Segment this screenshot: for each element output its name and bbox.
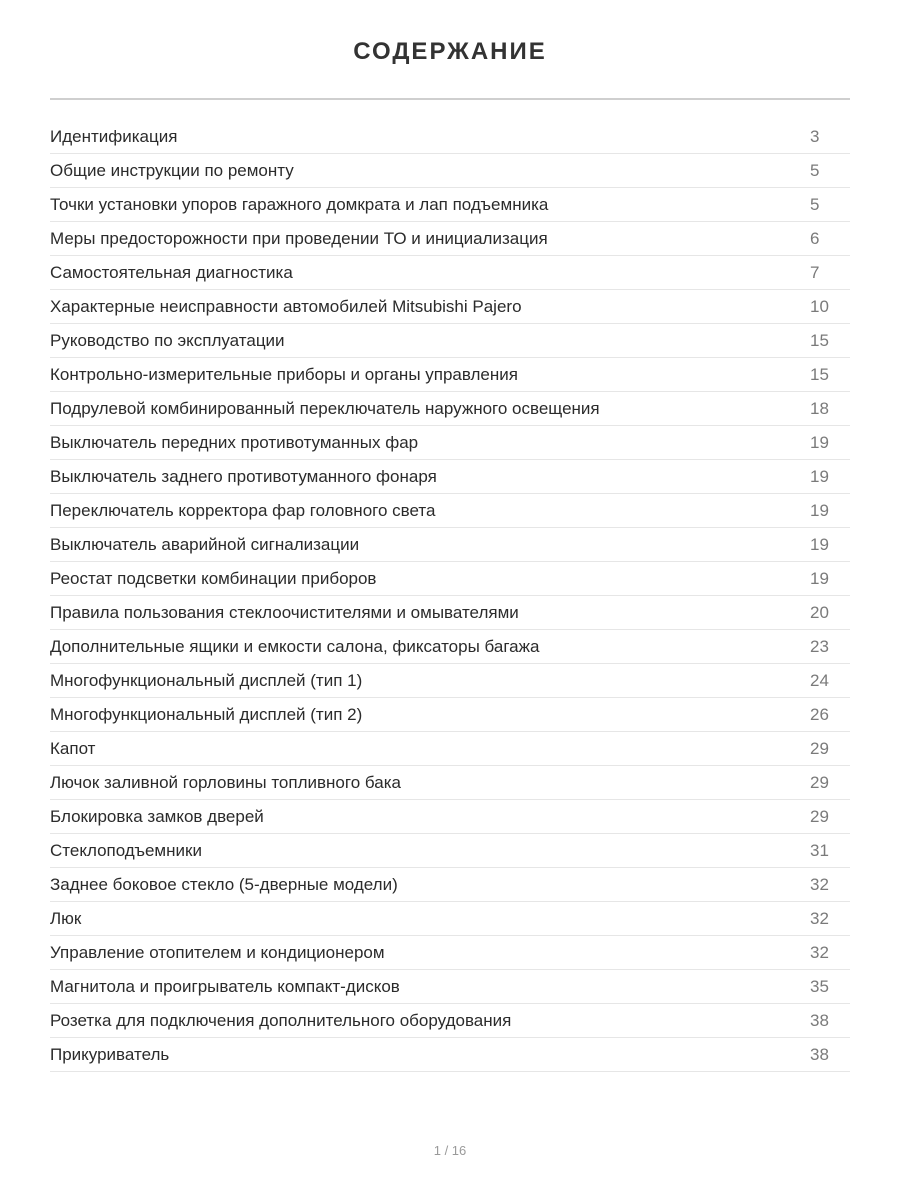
- toc-entry-title: Точки установки упоров гаражного домкрата и лап подъемника: [50, 194, 549, 214]
- page-title: СОДЕРЖАНИЕ: [353, 38, 547, 65]
- toc-entry-page: 5: [810, 160, 820, 180]
- toc-row[interactable]: [50, 970, 850, 1004]
- toc-entry-title: Самостоятельная диагностика: [50, 262, 293, 282]
- toc-entry-title: Лючок заливной горловины топливного бака: [50, 772, 401, 792]
- toc-row[interactable]: [50, 868, 850, 902]
- toc-entry-page: 32: [810, 908, 829, 928]
- toc-entry-page: 24: [810, 670, 829, 690]
- toc-entry-title: Реостат подсветки комбинации приборов: [50, 568, 377, 588]
- toc-entry-page: 19: [810, 432, 829, 452]
- toc-entry-title: Общие инструкции по ремонту: [50, 160, 294, 180]
- toc-row[interactable]: [50, 800, 850, 834]
- toc-entry-page: 31: [810, 840, 829, 860]
- toc-entry-title: Выключатель аварийной сигнализации: [50, 534, 360, 554]
- toc-entry-title: Контрольно-измерительные приборы и органы управления: [50, 364, 518, 384]
- toc-entry-title: Выключатель заднего противотуманного фонаря: [50, 466, 437, 486]
- table-of-contents: [50, 120, 850, 1072]
- toc-entry-title: Дополнительные ящики и емкости салона, фиксаторы багажа: [50, 636, 540, 656]
- toc-entry-title: Выключатель передних противотуманных фар: [50, 432, 419, 452]
- toc-row[interactable]: [50, 698, 850, 732]
- toc-entry-page: 29: [810, 772, 829, 792]
- toc-entry-title: Розетка для подключения дополнительного оборудования: [50, 1010, 512, 1030]
- toc-entry-title: Многофункциональный дисплей (тип 1): [50, 670, 363, 690]
- toc-entry-page: 26: [810, 704, 829, 724]
- toc-row[interactable]: [50, 562, 850, 596]
- toc-row[interactable]: [50, 392, 850, 426]
- toc-row[interactable]: [50, 324, 850, 358]
- toc-row[interactable]: [50, 256, 850, 290]
- toc-entry-page: 19: [810, 500, 829, 520]
- toc-row[interactable]: [50, 120, 850, 154]
- toc-entry-title: Заднее боковое стекло (5-дверные модели): [50, 874, 398, 894]
- toc-entry-title: Руководство по эксплуатации: [50, 330, 285, 350]
- toc-entry-page: 23: [810, 636, 829, 656]
- page-counter: 1 / 16: [433, 1143, 467, 1158]
- toc-entry-page: 10: [810, 296, 829, 316]
- toc-entry-page: 19: [810, 568, 829, 588]
- toc-entry-title: Магнитола и проигрыватель компакт-дисков: [50, 976, 400, 996]
- toc-entry-title: Многофункциональный дисплей (тип 2): [50, 704, 363, 724]
- toc-entry-title: Люк: [50, 908, 82, 928]
- toc-entry-page: 5: [810, 194, 820, 214]
- toc-row[interactable]: [50, 834, 850, 868]
- toc-entry-page: 15: [810, 364, 829, 384]
- toc-entry-page: 38: [810, 1044, 829, 1064]
- toc-entry-title: Подрулевой комбинированный переключатель наружного освещения: [50, 398, 600, 418]
- toc-entry-page: 19: [810, 534, 829, 554]
- toc-row[interactable]: [50, 732, 850, 766]
- toc-entry-title: Управление отопителем и кондиционером: [50, 942, 385, 962]
- title-divider: [50, 98, 850, 100]
- toc-entry-page: 32: [810, 874, 829, 894]
- toc-entry-title: Капот: [50, 738, 96, 758]
- toc-row[interactable]: [50, 222, 850, 256]
- toc-row[interactable]: [50, 460, 850, 494]
- toc-row[interactable]: [50, 936, 850, 970]
- toc-entry-page: 35: [810, 976, 829, 996]
- toc-row[interactable]: [50, 494, 850, 528]
- toc-entry-title: Прикуриватель: [50, 1044, 170, 1064]
- toc-entry-page: 6: [810, 228, 820, 248]
- toc-entry-page: 29: [810, 806, 829, 826]
- toc-entry-page: 32: [810, 942, 829, 962]
- toc-entry-title: Стеклоподъемники: [50, 840, 202, 860]
- toc-row[interactable]: [50, 902, 850, 936]
- toc-entry-title: Идентификация: [50, 126, 178, 146]
- toc-row[interactable]: [50, 290, 850, 324]
- toc-entry-page: 7: [810, 262, 820, 282]
- toc-row[interactable]: [50, 630, 850, 664]
- toc-entry-title: Переключатель корректора фар головного света: [50, 500, 436, 520]
- toc-entry-page: 18: [810, 398, 829, 418]
- toc-row[interactable]: [50, 426, 850, 460]
- toc-entry-page: 20: [810, 602, 829, 622]
- toc-entry-page: 15: [810, 330, 829, 350]
- toc-row[interactable]: [50, 188, 850, 222]
- toc-row[interactable]: [50, 154, 850, 188]
- toc-entry-title: Блокировка замков дверей: [50, 806, 264, 826]
- toc-entry-page: 19: [810, 466, 829, 486]
- toc-row[interactable]: [50, 1038, 850, 1072]
- toc-entry-page: 29: [810, 738, 829, 758]
- toc-row[interactable]: [50, 358, 850, 392]
- toc-row[interactable]: [50, 1004, 850, 1038]
- toc-entry-title: Характерные неисправности автомобилей Mitsubishi Pajero: [50, 296, 522, 316]
- toc-entry-title: Правила пользования стеклоочистителями и омывателями: [50, 602, 519, 622]
- toc-row[interactable]: [50, 664, 850, 698]
- toc-row[interactable]: [50, 596, 850, 630]
- toc-entry-page: 38: [810, 1010, 829, 1030]
- toc-entry-page: 3: [810, 126, 820, 146]
- toc-row[interactable]: [50, 528, 850, 562]
- toc-entry-title: Меры предосторожности при проведении ТО и инициализация: [50, 228, 548, 248]
- toc-row[interactable]: [50, 766, 850, 800]
